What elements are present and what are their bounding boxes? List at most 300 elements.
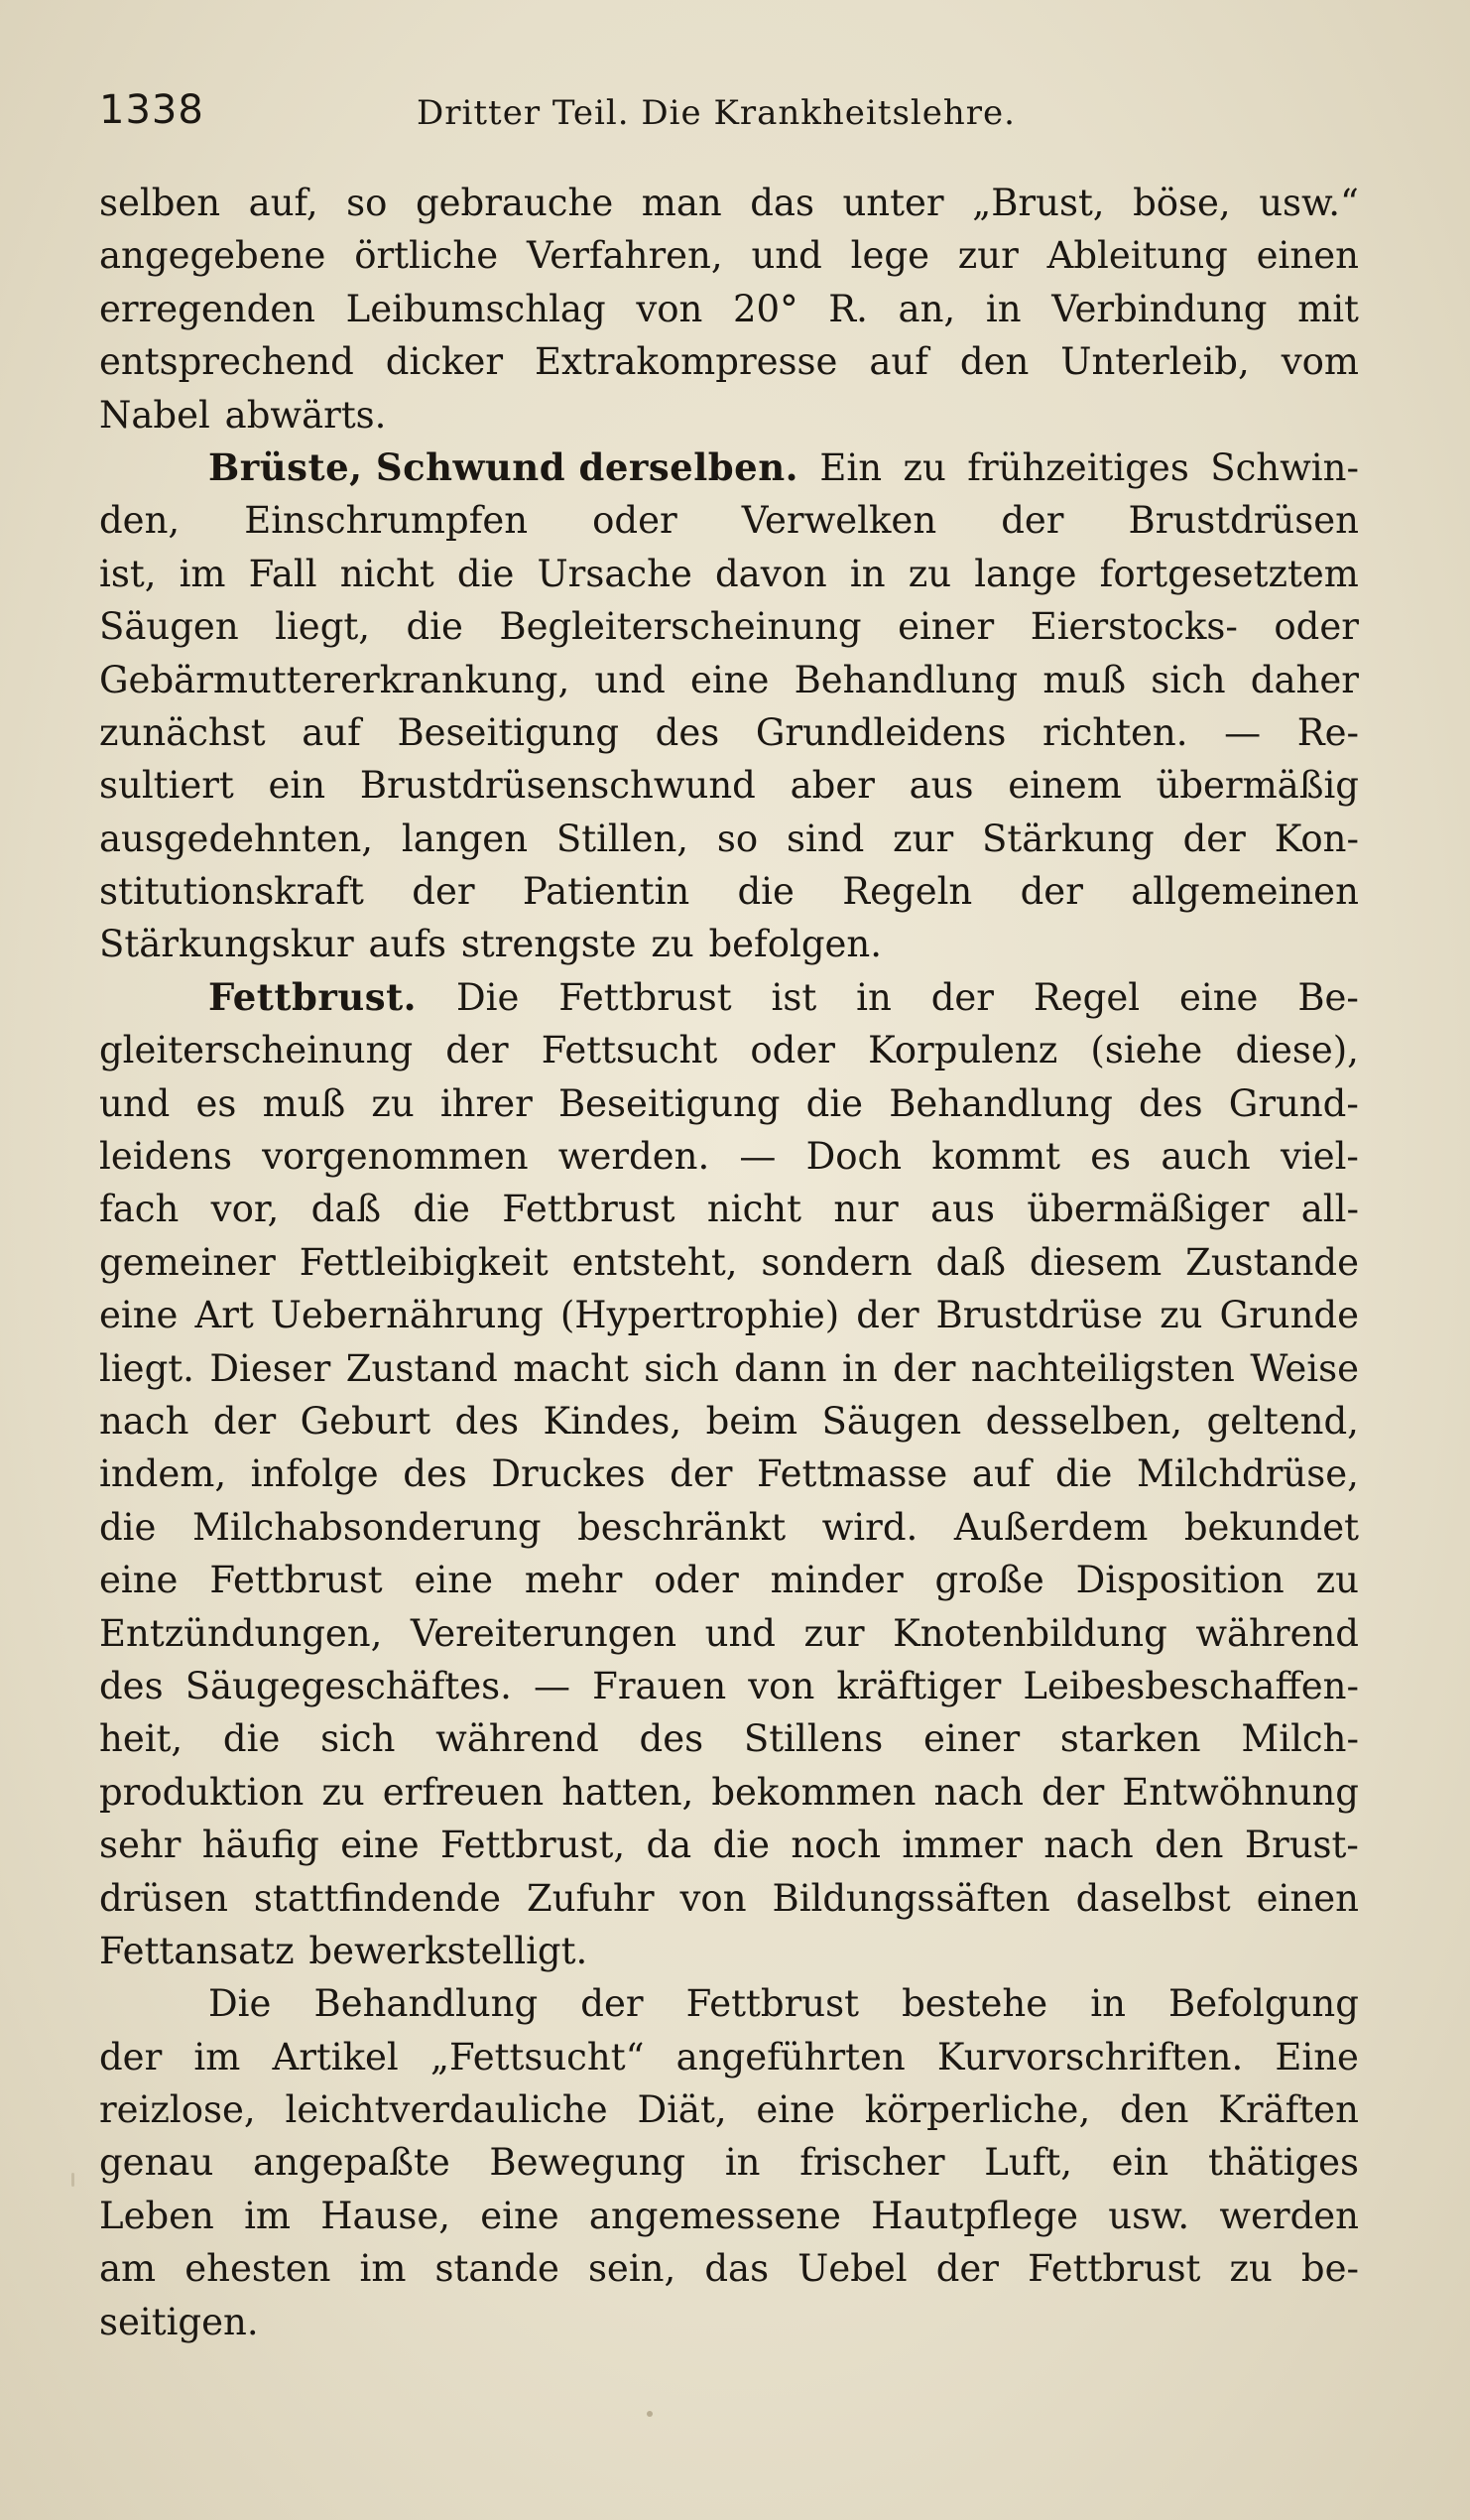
word: zu [903,445,946,489]
word: der [670,1452,733,1496]
word: zur [893,817,954,860]
running-head: Dritter Teil. Die Krankheitslehre. [417,93,1016,133]
word: und [704,1611,776,1655]
word: Diät, [637,2088,727,2132]
word: eine [1178,975,1259,1019]
word: die [737,870,795,914]
word: übermäßiger [1027,1188,1270,1231]
word: auf, [248,182,318,224]
word: vorgenommen [262,1135,529,1179]
word: übermäßig [1156,764,1359,808]
text-line [99,1289,1359,1341]
text-line [99,813,1359,865]
text-line [99,441,1359,494]
text-line [99,389,1359,441]
text-line [99,1236,1359,1289]
text-line [99,600,1359,653]
word: Milchabsonderung [191,1505,542,1549]
word: kommt [931,1135,1061,1179]
word: an, [898,287,956,330]
word: Außerdem [953,1505,1149,1549]
word: die [99,1505,157,1549]
word: Entzündungen, [99,1611,383,1655]
word: usw. [1108,2194,1190,2237]
word: Zufuhr [526,1876,655,1920]
word: Ein [819,445,883,489]
text-line [99,1448,1359,1500]
word: Begleiterscheinung [499,605,862,649]
word: dann [734,1346,827,1390]
word: häufig [201,1824,319,1867]
word: ein [268,764,326,808]
word: sich [1151,658,1226,701]
word: sultiert [99,764,234,808]
word: körperliche, [864,2088,1091,2132]
word: Druckes [491,1452,646,1496]
word: nach [933,1770,1024,1814]
text-line [99,706,1359,759]
word: beschränkt [577,1505,787,1549]
word: so [346,182,388,224]
word: kräftiger [836,1664,1002,1707]
text-line [99,2031,1359,2083]
word: Behandlung [889,1081,1113,1125]
word: nicht [339,552,434,595]
word: mehr [524,1559,623,1602]
text-line [99,1024,1359,1076]
text-line [99,229,1359,282]
word: ist, [99,552,157,595]
word: gleiterscheinung [99,1029,414,1072]
text-line [99,1819,1359,1871]
word: Nabel [99,393,210,437]
word: leidens [99,1135,232,1179]
word: Hause, [320,2194,451,2237]
page-header [99,87,1359,147]
word: der [1041,1770,1105,1814]
word: Stärkungskur [99,923,354,966]
word: Fettansatz [99,1929,295,1972]
word: infolge [250,1452,379,1496]
word: der [856,1294,919,1337]
word: all- [1300,1188,1359,1231]
text-line [99,2190,1359,2242]
word: Milch- [1241,1717,1359,1761]
text-line [99,865,1359,918]
word: Fettsucht [541,1029,718,1072]
word: während [435,1717,599,1761]
text-line [99,283,1359,335]
word: Regeln [842,870,973,914]
word: Doch [805,1135,903,1179]
word: Fettbrust [502,1188,675,1231]
word: Zustand [345,1346,498,1390]
word: Fall [248,552,317,595]
word: Befolgung [1168,1982,1359,2026]
word: da [646,1824,692,1867]
word: der [893,1346,956,1390]
word: Säugen [99,605,239,649]
word: befolgen. [708,923,883,966]
word: gemeiner [99,1240,276,1284]
word: muß [262,1081,346,1125]
text-line [99,494,1359,547]
word: Unterleib, [1060,340,1250,384]
word: Uebernährung [270,1294,544,1337]
word: des [403,1452,467,1496]
word: zur [957,234,1019,278]
word: den [1120,2088,1189,2132]
word: Artikel [272,2035,399,2079]
word: von [679,1876,747,1920]
word: Fettbrust [558,975,732,1019]
word: und [751,234,822,278]
word: frühzeitiges [967,445,1189,489]
word: R. [828,287,868,330]
word: des [639,1717,704,1761]
word: der [930,975,994,1019]
word: Eine [1275,2035,1359,2079]
word: lege [850,234,929,278]
word: Einschrumpfen [244,499,529,543]
text-line [99,177,1359,229]
word: auf [971,1452,1032,1496]
word: (siehe [1090,1029,1203,1072]
word: immer [902,1824,1023,1867]
word: zu [1160,1294,1203,1337]
word: von [636,287,703,330]
word: zu [651,923,694,966]
word: Brustdrüsen [1128,499,1359,543]
word: fach [99,1188,180,1231]
word: aus [930,1188,995,1231]
word: bewerkstelligt. [308,1929,588,1972]
word: eine [756,2088,835,2132]
word: Eierstocks- [1030,605,1238,649]
word: der [445,1029,509,1072]
text-line [99,548,1359,600]
word: Stillen, [555,817,689,860]
word: werden. [557,1135,710,1179]
word: diese), [1235,1029,1359,1072]
word: die [406,605,463,649]
word: „Fettsucht“ [429,2035,645,2079]
text-line [99,918,1359,970]
word: Fettbrust [685,1982,859,2026]
word: genau [99,2141,214,2185]
word: Die [208,1982,272,2026]
word: die [712,1824,770,1867]
word: diesem [1029,1240,1163,1284]
word: entsteht, [571,1240,738,1284]
word: die [805,1081,864,1125]
word: bekundet [1183,1505,1359,1549]
word: am [99,2247,157,2291]
word: vom [1281,340,1359,384]
text-line [99,1660,1359,1712]
word: in [985,287,1022,330]
word: Säugegeschäftes. [184,1664,512,1707]
text-line [99,2136,1359,2189]
text-line [99,1077,1359,1130]
word: aufs [368,923,447,966]
word: der [412,870,475,914]
word: daher [1250,658,1359,701]
word: oder [750,1029,835,1072]
word: werden [1219,2194,1359,2237]
word: Die [455,975,520,1019]
body-text [99,177,1359,2348]
word: der [580,1982,644,2026]
word: aber [790,764,875,808]
word: sehr [99,1824,182,1867]
word: nachteiligsten [970,1346,1235,1390]
text-line [99,971,1359,1024]
section-heading: Fettbrust. [208,974,418,1019]
word: Weise [1250,1346,1359,1390]
word: Bildungssäften [772,1876,1050,1920]
word: reizlose, [99,2088,256,2132]
word: — [1224,710,1262,754]
word: der [1001,499,1064,543]
word: nicht [706,1188,801,1231]
word: zur [803,1611,865,1655]
word: Grund- [1228,1081,1359,1125]
word: zu [908,552,952,595]
word: noch [791,1824,881,1867]
word: böse, [1133,182,1231,224]
text-line [99,1607,1359,1660]
word: Leibesbeschaffen- [1023,1664,1359,1707]
word: ist [771,975,817,1019]
word: minder [770,1559,904,1602]
word: abwärts. [224,393,387,437]
word: Uebel [797,2247,908,2291]
word: angepaßte [253,2141,450,2185]
word: thätiges [1207,2141,1359,2185]
word: im [244,2194,292,2237]
word: entsprechend [99,340,354,384]
word: sein, [587,2247,676,2291]
word: eine [340,1824,420,1867]
word: die [222,1717,281,1761]
word: zunächst [99,710,266,754]
word: in [724,2141,761,2185]
word: Kindes, [543,1399,682,1443]
word: zu [1229,2247,1273,2291]
word: liegt, [275,605,371,649]
word: sind [787,817,865,860]
word: in [842,1346,878,1390]
word: oder [1274,605,1359,649]
text-line [99,1130,1359,1183]
word: Brust- [1244,1824,1359,1867]
word: Verbindung [1051,287,1268,330]
word: liegt. [99,1346,194,1390]
text-line [99,2296,1359,2348]
word: im [359,2247,407,2291]
word: zu [371,1081,415,1125]
word: zu [321,1770,365,1814]
word: Be- [1297,975,1359,1019]
word: Kurvorschriften. [936,2035,1244,2079]
word: Kräften [1218,2088,1359,2132]
word: oder [592,499,677,543]
word: des [99,1664,164,1707]
word: richten. [1042,710,1188,754]
word: in [856,975,892,1019]
word: angeführten [675,2035,906,2079]
word: Kon- [1274,817,1359,860]
word: Fettbrust, [440,1824,626,1867]
word: Ableitung [1046,234,1228,278]
word: Gebärmuttererkrankung, [99,658,570,701]
word: Behandlung [313,1982,539,2026]
word: frischer [799,2141,945,2185]
text-line [99,1872,1359,1925]
word: so [716,817,759,860]
word: des [655,710,720,754]
word: Fettmasse [756,1452,948,1496]
word: Disposition [1075,1559,1285,1602]
word: Grundleidens [755,710,1007,754]
word: Leben [99,2194,214,2237]
word: Fettbrust [1028,2247,1201,2291]
word: Milchdrüse, [1136,1452,1359,1496]
word: Re- [1296,710,1359,754]
word: Brustdrüse [935,1294,1144,1337]
text-line [99,1183,1359,1235]
word: Grunde [1219,1294,1359,1337]
word: man [641,182,722,224]
word: geltend, [1206,1399,1359,1443]
word: den [1155,1824,1224,1867]
word: zu [1315,1559,1359,1602]
text-line [99,759,1359,812]
word: Frauen [592,1664,727,1707]
word: „Brust, [972,182,1105,224]
word: daß [310,1188,382,1231]
word: Stärkung [982,817,1155,860]
word: oder [654,1559,739,1602]
word: auch [1161,1135,1251,1179]
word: vor, [210,1188,280,1231]
word: eine [480,2194,559,2237]
word: langen [401,817,529,860]
word: erfreuen [382,1770,545,1814]
word: einer [898,605,995,649]
word: Leibumschlag [345,287,606,330]
word: Luft, [984,2141,1072,2185]
text-line [99,1342,1359,1395]
word: Geburt [300,1399,431,1443]
text-line [99,1977,1359,2030]
word: einen [1256,234,1359,278]
word: während [1195,1611,1359,1655]
word: indem, [99,1452,227,1496]
word: Fettleibigkeit [299,1240,549,1284]
word: der [1020,870,1083,914]
word: einer [923,1717,1021,1761]
word: im [179,552,226,595]
paper-speck [647,2411,653,2417]
text-line [99,1925,1359,1977]
word: Schwin- [1210,445,1359,489]
word: strengste [460,923,637,966]
word: einen [1256,1876,1359,1920]
word: die [1054,1452,1113,1496]
text-line [99,1501,1359,1554]
word: Hautpflege [871,2194,1079,2237]
word: stitutionskraft [99,870,364,914]
text-line [99,1395,1359,1448]
word: auf [302,710,361,754]
word: Brustdrüsenschwund [359,764,756,808]
word: nur [833,1188,899,1231]
text-line [99,335,1359,388]
word: — [739,1135,777,1179]
word: den [959,340,1030,384]
word: Art [194,1294,254,1337]
word: Patientin [522,870,690,914]
word: der [935,2247,999,2291]
word: des [454,1399,520,1443]
text-line [99,2242,1359,2295]
word: Korpulenz [868,1029,1058,1072]
word: be- [1300,2247,1359,2291]
word: leichtverdauliche [285,2088,608,2132]
word: Stillens [743,1717,884,1761]
word: ehesten [184,2247,331,2291]
word: Extrakompresse [534,340,838,384]
word: ausgedehnten, [99,817,374,860]
page-number: 1338 [99,87,204,133]
word: der [1182,817,1246,860]
word: nach [99,1399,189,1443]
word: stattfindende [253,1876,502,1920]
word: davon [715,552,827,595]
word: mit [1297,287,1359,330]
text-line [99,654,1359,706]
word: beim [705,1399,798,1443]
section-heading: Brüste, Schwund derselben. [208,444,798,489]
word: Säugen [821,1399,962,1443]
word: daselbst [1075,1876,1231,1920]
word: in [849,552,886,595]
word: viel- [1280,1135,1359,1179]
word: unter [842,182,944,224]
word: Fettbrust [209,1559,383,1602]
word: macht [513,1346,629,1390]
word: Entwöhnung [1122,1770,1359,1814]
word: Bewegung [489,2141,686,2185]
word: wird. [821,1505,919,1549]
word: gebrauche [415,182,614,224]
word: usw.“ [1259,182,1359,224]
text-line [99,2083,1359,2136]
word: des [1139,1081,1203,1125]
word: ein [1111,2141,1169,2185]
word: ihrer [439,1081,533,1125]
word: eine [99,1559,179,1602]
word: die [456,552,515,595]
word: stande [434,2247,559,2291]
word: Beseitigung [397,710,620,754]
word: sich [644,1346,719,1390]
word: im [193,2035,241,2079]
word: allgemeinen [1131,870,1359,914]
word: heit, [99,1717,184,1761]
